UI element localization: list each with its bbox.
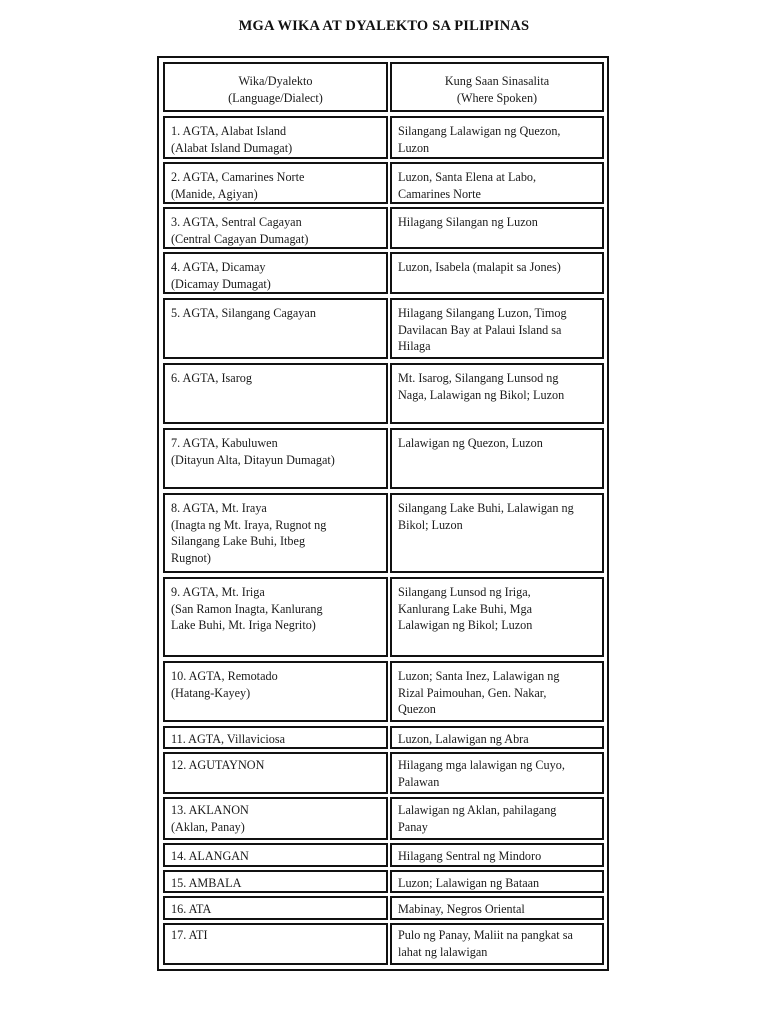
table-cell-language: 16. ATA xyxy=(163,896,388,920)
table-cell-language: 17. ATI xyxy=(163,923,388,965)
table-cell-where-spoken: Pulo ng Panay, Maliit na pangkat sa lahat ng lalawigan xyxy=(390,923,604,965)
table-cell-language: 15. AMBALA xyxy=(163,870,388,893)
table-cell-language: 12. AGUTAYNON xyxy=(163,752,388,794)
table-cell-where-spoken: Hilagang mga lalawigan ng Cuyo, Palawan xyxy=(390,752,604,794)
table-cell-where-spoken: Luzon, Lalawigan ng Abra xyxy=(390,726,604,749)
table-cell-where-spoken: Silangang Lunsod ng Iriga, Kanlurang Lake Buhi, Mga Lalawigan ng Bikol; Luzon xyxy=(390,577,604,657)
column-header-where-spoken: Kung Saan Sinasalita (Where Spoken) xyxy=(390,62,604,112)
table-cell-where-spoken: Luzon, Santa Elena at Labo, Camarines Norte xyxy=(390,162,604,204)
table-cell-language: 10. AGTA, Remotado (Hatang-Kayey) xyxy=(163,661,388,722)
table-cell-where-spoken: Hilagang Sentral ng Mindoro xyxy=(390,843,604,867)
column-header-language: Wika/Dyalekto (Language/Dialect) xyxy=(163,62,388,112)
table-cell-where-spoken: Silangang Lalawigan ng Quezon, Luzon xyxy=(390,116,604,159)
table-cell-language: 9. AGTA, Mt. Iriga (San Ramon Inagta, Kanlurang Lake Buhi, Mt. Iriga Negrito) xyxy=(163,577,388,657)
table-cell-where-spoken: Hilagang Silangang Luzon, Timog Davilacan Bay at Palaui Island sa Hilaga xyxy=(390,298,604,359)
table-cell-language: 3. AGTA, Sentral Cagayan (Central Cagayan Dumagat) xyxy=(163,207,388,249)
table-cell-language: 11. AGTA, Villaviciosa xyxy=(163,726,388,749)
table-cell-language: 8. AGTA, Mt. Iraya (Inagta ng Mt. Iraya, Rugnot ng Silangang Lake Buhi, Itbeg Rugnot) xyxy=(163,493,388,573)
table-cell-language: 2. AGTA, Camarines Norte (Manide, Agiyan) xyxy=(163,162,388,204)
table-cell-language: 5. AGTA, Silangang Cagayan xyxy=(163,298,388,359)
table-cell-language: 4. AGTA, Dicamay (Dicamay Dumagat) xyxy=(163,252,388,294)
table-cell-language: 7. AGTA, Kabuluwen (Ditayun Alta, Ditayun Dumagat) xyxy=(163,428,388,489)
table-cell-where-spoken: Silangang Lake Buhi, Lalawigan ng Bikol; Luzon xyxy=(390,493,604,573)
table-cell-where-spoken: Lalawigan ng Aklan, pahilagang Panay xyxy=(390,797,604,840)
table-cell-where-spoken: Mabinay, Negros Oriental xyxy=(390,896,604,920)
table-cell-language: 1. AGTA, Alabat Island (Alabat Island Dumagat) xyxy=(163,116,388,159)
table-cell-where-spoken: Mt. Isarog, Silangang Lunsod ng Naga, Lalawigan ng Bikol; Luzon xyxy=(390,363,604,424)
table-cell-language: 13. AKLANON (Aklan, Panay) xyxy=(163,797,388,840)
table-cell-language: 14. ALANGAN xyxy=(163,843,388,867)
table-cell-where-spoken: Lalawigan ng Quezon, Luzon xyxy=(390,428,604,489)
page-title: MGA WIKA AT DYALEKTO SA PILIPINAS xyxy=(238,18,530,34)
table-cell-where-spoken: Luzon; Santa Inez, Lalawigan ng Rizal Paimouhan, Gen. Nakar, Quezon xyxy=(390,661,604,722)
table-cell-language: 6. AGTA, Isarog xyxy=(163,363,388,424)
table-cell-where-spoken: Luzon, Isabela (malapit sa Jones) xyxy=(390,252,604,294)
table-cell-where-spoken: Hilagang Silangan ng Luzon xyxy=(390,207,604,249)
table-cell-where-spoken: Luzon; Lalawigan ng Bataan xyxy=(390,870,604,893)
